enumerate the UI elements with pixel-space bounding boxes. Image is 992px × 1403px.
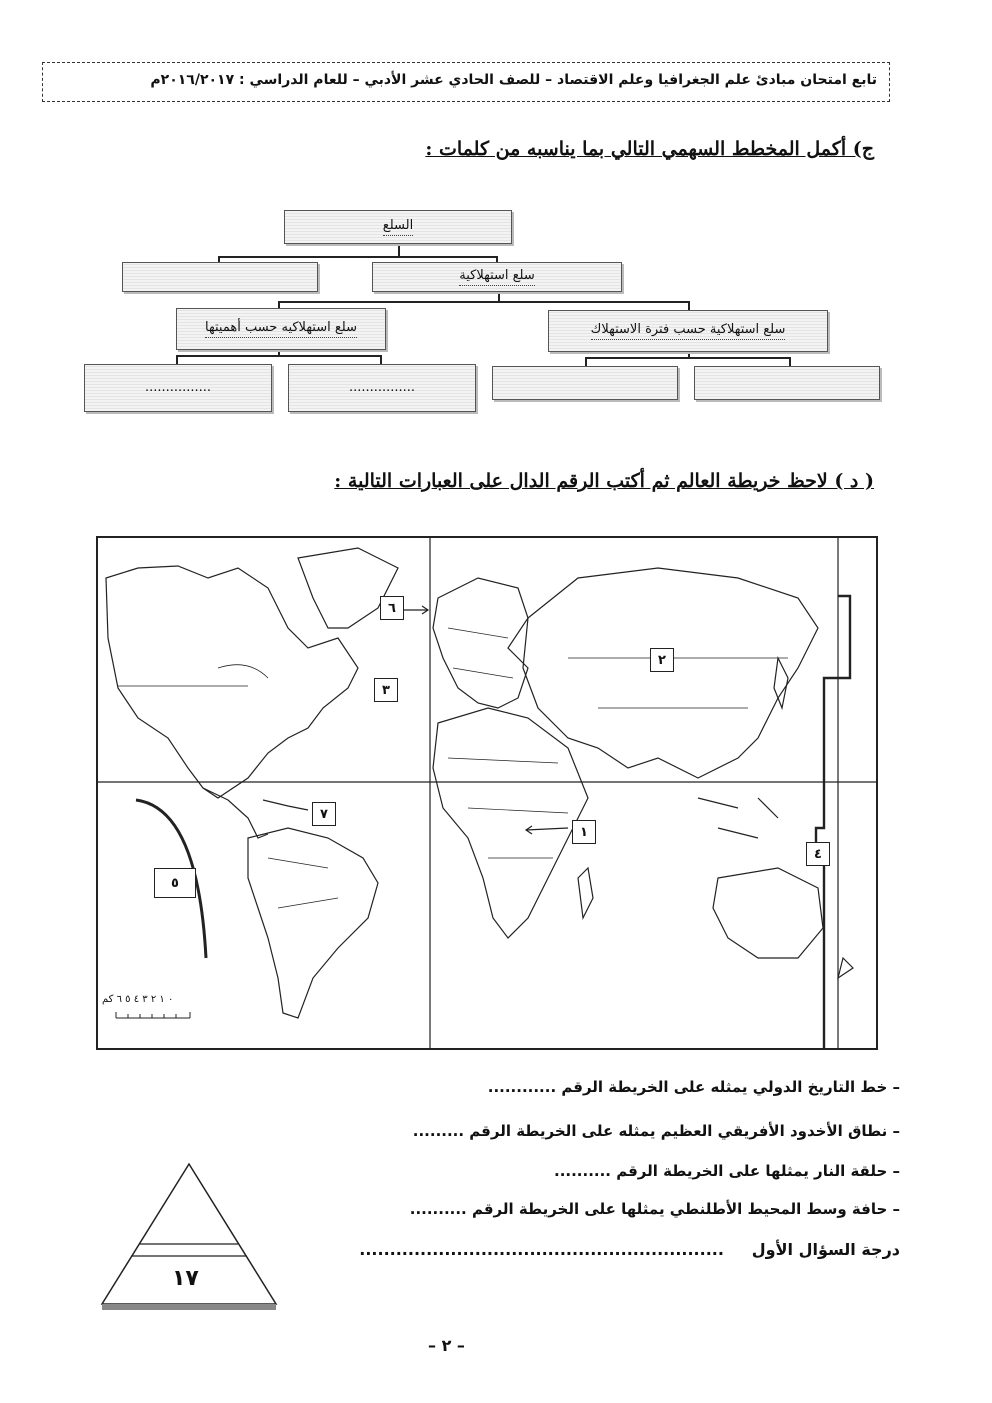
blank-box-left[interactable]: [122, 262, 318, 292]
blank-dots: ................: [144, 379, 212, 395]
goods-by-importance-label: سلع استهلاكيه حسب أهميتها: [205, 320, 357, 337]
map-marker-3: ٣: [374, 678, 398, 702]
map-marker-4: ٤: [806, 842, 830, 866]
section-c-title: ج) أكمل المخطط السهمي التالي بما يناسبه من كلمات :: [425, 138, 874, 160]
question-atlantic-ridge: – حافة وسط المحيط الأطلنطي يمثلها على الخريطة الرقم ..........: [409, 1200, 900, 1218]
map-scale-label: ٠ ١ ٢ ٣ ٤ ٥ ٦ كم: [102, 994, 174, 1005]
blank-dots: ................: [348, 379, 416, 395]
world-map-outline: [98, 538, 876, 1048]
header-text: تابع امتحان مبادئ علم الجغرافيا وعلم الاقتصاد – للصف الحادي عشر الأدبي – للعام الدراسي : ٢٠١٦/٢٠١٧م: [150, 72, 877, 88]
grade-dots: ............................................................: [359, 1240, 724, 1259]
map-marker-2: ٢: [650, 648, 674, 672]
connector: [278, 301, 690, 303]
goods-by-importance-box: [176, 308, 386, 350]
grade-label: درجة السؤال الأول: [751, 1240, 900, 1259]
consumer-goods-box: [372, 262, 622, 292]
question-date-line: – خط التاريخ الدولي يمثله على الخريطة الرقم ............: [487, 1078, 900, 1096]
blank-box-2[interactable]: [288, 364, 476, 412]
goods-by-period-box: [548, 310, 828, 352]
connector: [789, 357, 791, 366]
grade-value: ١٧: [172, 1266, 199, 1291]
blank-box-4[interactable]: [694, 366, 880, 400]
blank-box-3[interactable]: [492, 366, 678, 400]
section-d-title: ( د ) لاحظ خريطة العالم ثم أكتب الرقم الدال على العبارات التالية :: [334, 470, 874, 492]
world-map: [96, 536, 878, 1050]
map-marker-5: ٥: [154, 868, 196, 898]
question-rift-valley: – نطاق الأخدود الأفريقي العظيم يمثله على الخريطة الرقم .........: [412, 1122, 900, 1140]
map-marker-7: ٧: [312, 802, 336, 826]
map-marker-1: ١: [572, 820, 596, 844]
consumer-goods-label: سلع استهلاكية: [459, 268, 535, 285]
map-marker-6: ٦: [380, 596, 404, 620]
connector: [585, 357, 791, 359]
connector: [176, 355, 382, 357]
exam-header: [42, 62, 890, 102]
connector: [398, 243, 400, 257]
blank-box-1[interactable]: [84, 364, 272, 412]
connector: [585, 357, 587, 366]
goods-root-box: [284, 210, 512, 244]
grade-line: [359, 1240, 900, 1259]
page-number: – ٢ –: [428, 1336, 465, 1355]
connector: [218, 256, 498, 258]
goods-by-period-label: سلع استهلاكية حسب فترة الاستهلاك: [591, 322, 786, 339]
goods-root-label: السلع: [383, 218, 413, 235]
question-ring-of-fire: – حلقة النار يمثلها على الخريطة الرقم ..........: [554, 1162, 900, 1180]
